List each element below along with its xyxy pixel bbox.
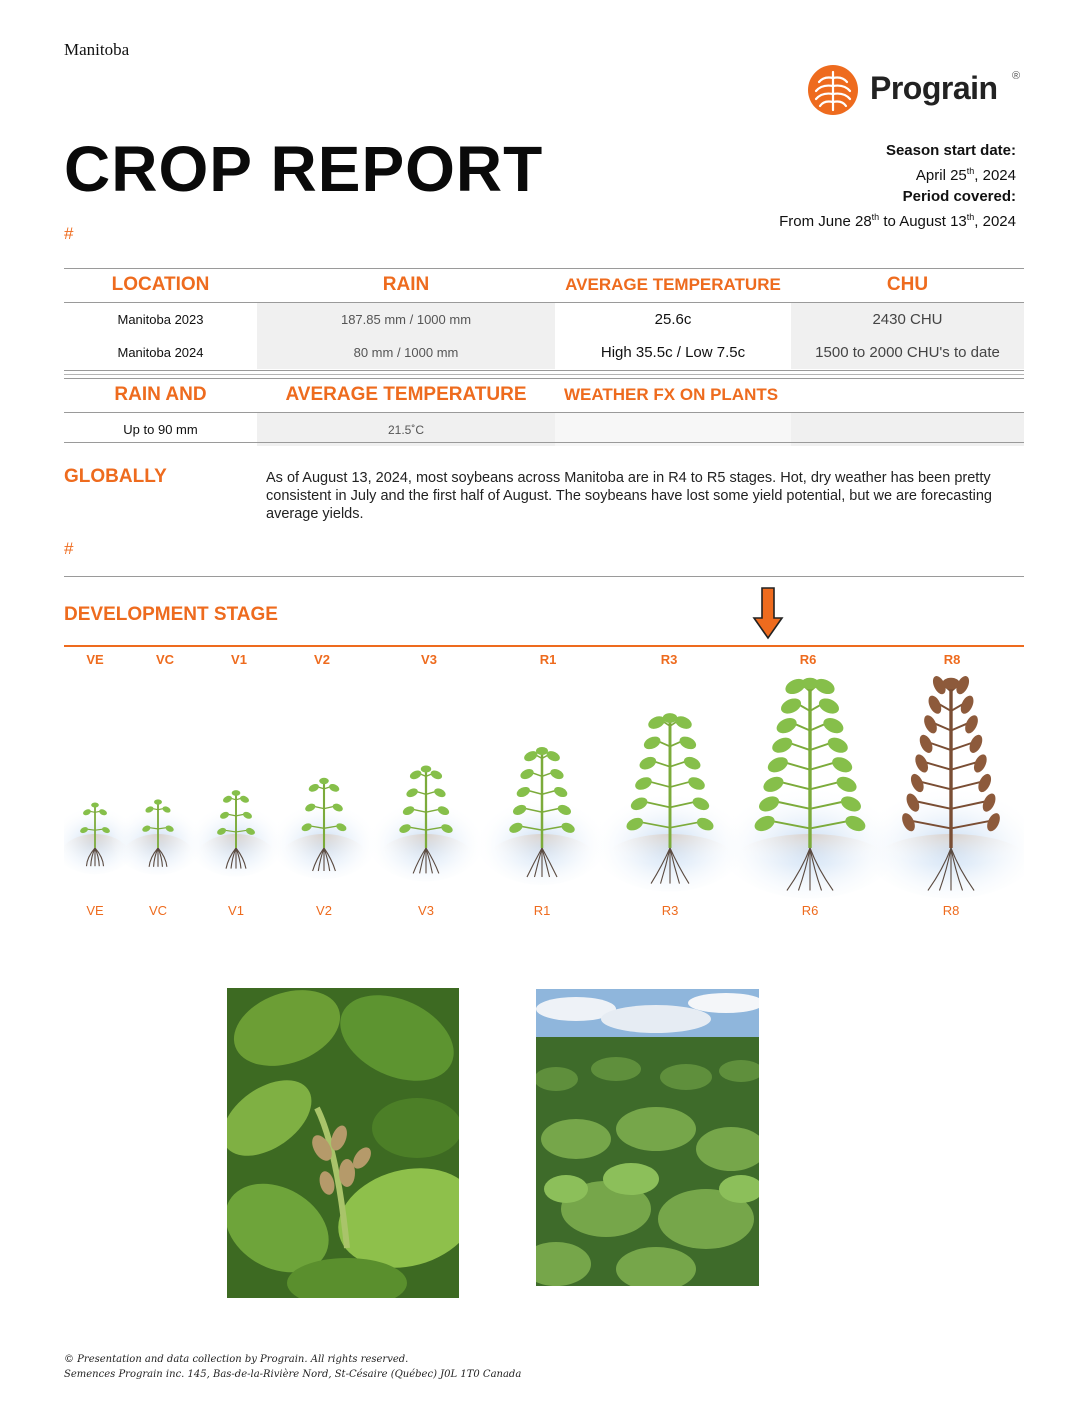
stage-label-top-v1: V1 bbox=[231, 652, 247, 667]
stage-label-top-r6: R6 bbox=[799, 652, 817, 667]
logo-text: Prograin bbox=[870, 70, 998, 106]
soybean-pods-photo bbox=[227, 988, 459, 1298]
cell-temp: 21.5˚C bbox=[257, 413, 555, 447]
globally-text: As of August 13, 2024, most soybeans across Manitoba are in R4 to R5 stages. Hot, dry weather has been pretty consistent in July and the first half of August. The soybeans have lost some yield potential, but we are forecasting average yields. bbox=[266, 470, 992, 522]
stage-label-bottom-vc: VC bbox=[148, 903, 168, 918]
stage-label-bottom-v2: V2 bbox=[316, 903, 332, 918]
stage-label-bottom-r3: R3 bbox=[661, 903, 679, 918]
period-label: Period covered: bbox=[902, 188, 1016, 205]
table-row bbox=[64, 336, 1024, 369]
stage-label-bottom-r1: R1 bbox=[533, 903, 551, 918]
development-heading: DEVELOPMENT STAGE bbox=[64, 604, 278, 625]
period-range: From June 28th to August 13th, 2024 bbox=[779, 212, 1016, 230]
soybean-field-photo bbox=[536, 989, 759, 1286]
divider bbox=[64, 576, 1024, 577]
cell-temp: High 35.5c / Low 7.5c bbox=[600, 344, 746, 361]
cell-rain: Up to 90 mm bbox=[123, 422, 198, 437]
col-header-rain-and: RAIN AND bbox=[114, 384, 207, 405]
pods-closeup-image bbox=[227, 988, 459, 1298]
stage-label-top-r8: R8 bbox=[943, 652, 961, 667]
stage-label-top-ve: VE bbox=[86, 652, 104, 667]
divider bbox=[64, 374, 1024, 375]
stage-label-bottom-ve: VE bbox=[86, 903, 104, 918]
col-header-location: LOCATION bbox=[111, 274, 210, 295]
stage-label-bottom-v3: V3 bbox=[418, 903, 434, 918]
stage-label-top-r1: R1 bbox=[539, 652, 557, 667]
current-stage-arrow-icon bbox=[752, 586, 784, 642]
cell-weather-fx bbox=[555, 413, 791, 447]
footer-copyright: © Presentation and data collection by Prograin. All rights reserved. bbox=[64, 1354, 409, 1365]
col-header-rain: RAIN bbox=[382, 274, 430, 295]
prograin-logo bbox=[806, 64, 1026, 116]
plant-v2 bbox=[268, 778, 380, 886]
plant-v3 bbox=[365, 765, 487, 886]
field-landscape-image bbox=[536, 989, 759, 1286]
footer-address: Semences Prograin inc. 145, Bas-de-la-Rivière Nord, St-Césaire (Québec) J0L 1T0 Canada bbox=[64, 1369, 522, 1380]
logo-registered-mark: ® bbox=[1012, 70, 1021, 82]
table-header-row bbox=[64, 378, 1024, 413]
divider bbox=[64, 442, 1024, 443]
cell-chu: 1500 to 2000 CHU's to date bbox=[791, 336, 1024, 369]
col-header-empty bbox=[791, 378, 1024, 413]
season-start-label: Season start date: bbox=[885, 142, 1016, 159]
region-label: Manitoba bbox=[64, 40, 130, 59]
stage-label-bottom-v1: V1 bbox=[228, 903, 244, 918]
cell-location: Manitoba 2024 bbox=[117, 345, 204, 360]
plant-r8 bbox=[856, 674, 1024, 898]
season-start-date: April 25th, 2024 bbox=[915, 166, 1016, 184]
table-header-row bbox=[64, 268, 1024, 303]
stage-label-top-v3: V3 bbox=[421, 652, 437, 667]
stage-label-top-v2: V2 bbox=[314, 652, 330, 667]
stage-label-top-r3: R3 bbox=[660, 652, 678, 667]
stage-label-bottom-r8: R8 bbox=[942, 903, 960, 918]
forecast-table bbox=[64, 378, 1024, 446]
cell-empty bbox=[791, 413, 1024, 447]
col-header-weather-fx: WEATHER FX ON PLANTS bbox=[564, 385, 779, 404]
globally-heading: GLOBALLY bbox=[64, 466, 167, 487]
hash-marker: # bbox=[64, 224, 74, 243]
stage-label-top-vc: VC bbox=[155, 652, 175, 667]
stage-label-bottom-r6: R6 bbox=[801, 903, 819, 918]
divider bbox=[64, 370, 1024, 371]
season-info bbox=[779, 140, 1016, 232]
logo-wheat-icon bbox=[806, 64, 862, 116]
cell-temp: 25.6c bbox=[654, 311, 692, 328]
table-row bbox=[64, 413, 1024, 447]
page-title: CROP REPORT bbox=[64, 133, 544, 205]
climate-table bbox=[64, 268, 1024, 369]
cell-rain: 187.85 mm / 1000 mm bbox=[257, 303, 555, 337]
cell-chu: 2430 CHU bbox=[791, 303, 1024, 337]
plant-r1 bbox=[474, 747, 610, 886]
cell-rain: 80 mm / 1000 mm bbox=[257, 336, 555, 369]
col-header-chu: CHU bbox=[886, 274, 929, 295]
soybean-growth-stages-illustration bbox=[64, 670, 1024, 900]
col-header-avg-temp: AVERAGE TEMPERATURE bbox=[285, 384, 527, 405]
hash-marker: # bbox=[64, 539, 74, 558]
col-header-avg-temp: AVERAGE TEMPERATURE bbox=[565, 275, 781, 294]
stage-rule bbox=[64, 645, 1024, 647]
table-row bbox=[64, 303, 1024, 337]
cell-location: Manitoba 2023 bbox=[117, 312, 204, 327]
